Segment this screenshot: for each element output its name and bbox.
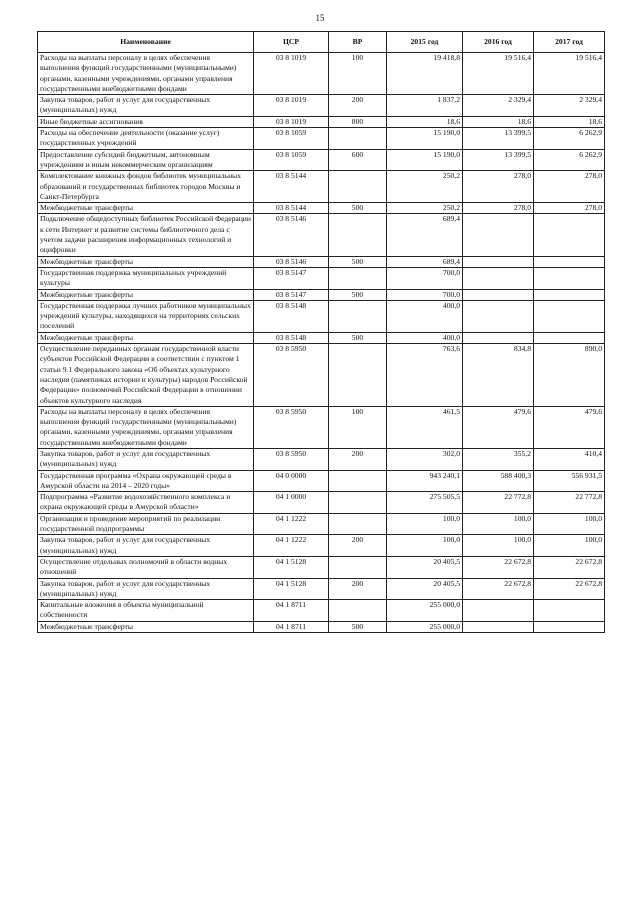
row-vr — [329, 128, 387, 150]
row-vr — [329, 344, 387, 407]
table-body — [38, 53, 605, 633]
header-2015: 2015 год — [387, 32, 463, 53]
table-row — [38, 621, 605, 632]
table-row — [38, 214, 605, 256]
row-name: Закупка товаров, работ и услуг для государственных (муниципальных) нужд — [38, 578, 254, 600]
row-2016: 834,8 — [463, 344, 534, 407]
row-2015: 19 418,8 — [387, 53, 463, 95]
header-2016: 2016 год — [463, 32, 534, 53]
row-vr: 200 — [329, 535, 387, 557]
row-name: Осуществление отдельных полномочий в области водных отношений — [38, 556, 254, 578]
row-2015: 689,4 — [387, 256, 463, 267]
row-csr: 03 8 5950 — [254, 406, 329, 448]
row-vr — [329, 600, 387, 622]
row-vr — [329, 470, 387, 492]
table-row — [38, 300, 605, 332]
row-2017 — [534, 600, 605, 622]
row-vr — [329, 300, 387, 332]
row-csr: 04 1 8711 — [254, 600, 329, 622]
row-vr — [329, 267, 387, 289]
row-2016: 588 400,3 — [463, 470, 534, 492]
table-header-row — [38, 32, 605, 53]
row-2017: 100,0 — [534, 513, 605, 535]
table-row — [38, 116, 605, 127]
row-2015: 400,0 — [387, 332, 463, 343]
table-row — [38, 332, 605, 343]
row-2015: 15 190,0 — [387, 149, 463, 171]
row-2015: 1 837,2 — [387, 95, 463, 117]
row-csr: 03 8 5950 — [254, 448, 329, 470]
table-row — [38, 406, 605, 448]
row-2017 — [534, 256, 605, 267]
row-vr — [329, 513, 387, 535]
row-2016 — [463, 256, 534, 267]
row-vr: 100 — [329, 406, 387, 448]
row-name: Предоставление субсидий бюджетным, автономным учреждениям и иным некоммерческим организациям — [38, 149, 254, 171]
row-vr: 200 — [329, 578, 387, 600]
row-vr: 500 — [329, 256, 387, 267]
row-csr: 03 8 5950 — [254, 344, 329, 407]
row-2017: 22 672,8 — [534, 578, 605, 600]
row-2016 — [463, 289, 534, 300]
row-name: Подпрограмма «Развитие водохозяйственного комплекса и охрана окружающей среды в Амурской области» — [38, 492, 254, 514]
row-csr: 03 8 5147 — [254, 289, 329, 300]
row-2015: 18,6 — [387, 116, 463, 127]
row-2016: 479,6 — [463, 406, 534, 448]
row-2017: 22 672,8 — [534, 556, 605, 578]
row-csr: 03 8 5147 — [254, 267, 329, 289]
row-csr: 04 1 1222 — [254, 535, 329, 557]
row-name: Организация и проведение мероприятий по реализации государственной подпрограммы — [38, 513, 254, 535]
row-2015: 255 000,0 — [387, 621, 463, 632]
table-row — [38, 578, 605, 600]
table-row — [38, 95, 605, 117]
row-2017: 556 931,5 — [534, 470, 605, 492]
row-2017 — [534, 289, 605, 300]
row-vr — [329, 171, 387, 203]
row-name: Закупка товаров, работ и услуг для государственных (муниципальных) нужд — [38, 448, 254, 470]
row-2016: 2 329,4 — [463, 95, 534, 117]
table-row — [38, 53, 605, 95]
row-csr: 04 1 8711 — [254, 621, 329, 632]
row-2017: 100,0 — [534, 535, 605, 557]
row-2017 — [534, 332, 605, 343]
row-name: Закупка товаров, работ и услуг для государственных (муниципальных) нужд — [38, 95, 254, 117]
row-name: Государственная поддержка муниципальных учреждений культуры — [38, 267, 254, 289]
row-name: Государственная поддержка лучших работников муниципальных учреждений культуры, находящихся на территориях сельских поселений — [38, 300, 254, 332]
row-name: Комплектование книжных фондов библиотек муниципальных образований и государственных библиотек городов Москвы и Санкт-Петербурга — [38, 171, 254, 203]
table-row — [38, 556, 605, 578]
row-name: Межбюджетные трансферты — [38, 256, 254, 267]
header-2017: 2017 год — [534, 32, 605, 53]
row-name: Межбюджетные трансферты — [38, 621, 254, 632]
row-2017 — [534, 300, 605, 332]
row-csr: 03 8 1059 — [254, 149, 329, 171]
row-vr: 200 — [329, 448, 387, 470]
row-2017 — [534, 214, 605, 256]
row-vr — [329, 556, 387, 578]
row-name: Государственная программа «Охрана окружающей среды в Амурской области на 2014 – 2020 годы» — [38, 470, 254, 492]
row-vr: 600 — [329, 149, 387, 171]
row-2016: 13 399,5 — [463, 149, 534, 171]
row-vr: 200 — [329, 95, 387, 117]
row-2015: 763,6 — [387, 344, 463, 407]
row-vr: 500 — [329, 332, 387, 343]
row-name: Иные бюджетные ассигнования — [38, 116, 254, 127]
row-2016 — [463, 600, 534, 622]
row-2017: 6 262,9 — [534, 128, 605, 150]
row-csr: 03 8 5144 — [254, 171, 329, 203]
row-2015: 100,0 — [387, 513, 463, 535]
row-2016: 355,2 — [463, 448, 534, 470]
row-2016: 22 672,8 — [463, 578, 534, 600]
header-csr: ЦСР — [254, 32, 329, 53]
table-row — [38, 535, 605, 557]
header-vr: ВР — [329, 32, 387, 53]
row-2016 — [463, 267, 534, 289]
row-2017: 19 516,4 — [534, 53, 605, 95]
row-2016 — [463, 332, 534, 343]
row-csr: 04 1 0000 — [254, 492, 329, 514]
row-2015: 700,0 — [387, 289, 463, 300]
row-2015: 250,2 — [387, 171, 463, 203]
row-2016 — [463, 214, 534, 256]
table-row — [38, 448, 605, 470]
row-2016: 100,0 — [463, 513, 534, 535]
table-row — [38, 149, 605, 171]
row-2015: 100,0 — [387, 535, 463, 557]
budget-table — [37, 31, 605, 633]
row-2016 — [463, 621, 534, 632]
row-2017: 890,0 — [534, 344, 605, 407]
row-2015: 400,0 — [387, 300, 463, 332]
row-2017: 278,0 — [534, 171, 605, 203]
row-2015: 700,0 — [387, 267, 463, 289]
row-csr: 03 8 1019 — [254, 95, 329, 117]
table-row — [38, 203, 605, 214]
row-vr: 800 — [329, 116, 387, 127]
row-name: Межбюджетные трансферты — [38, 203, 254, 214]
row-2015: 255 000,0 — [387, 600, 463, 622]
row-csr: 03 8 1059 — [254, 128, 329, 150]
row-2015: 250,2 — [387, 203, 463, 214]
row-vr — [329, 214, 387, 256]
row-2016 — [463, 300, 534, 332]
table-row — [38, 513, 605, 535]
row-2017: 410,4 — [534, 448, 605, 470]
row-csr: 03 8 5146 — [254, 214, 329, 256]
table-row — [38, 600, 605, 622]
row-2017: 479,6 — [534, 406, 605, 448]
table-row — [38, 128, 605, 150]
row-2016: 22 772,8 — [463, 492, 534, 514]
row-csr: 03 8 1019 — [254, 116, 329, 127]
row-name: Расходы на выплаты персоналу в целях обеспечения выполнения функций государственными (муниципальными) органами, казенными учреждениями, органами управления государственными внебюджетными фондами — [38, 406, 254, 448]
page-number: 15 — [315, 13, 325, 23]
row-name: Осуществление переданных органам государственной власти субъектов Российской Федерации в соответствии с пунктом 1 статьи 9.1 Федерального закона «Об объектах культурного наследия (памятниках истории и культуры) народов Российской Федерации» полномочий Российской Федерации в отношении объектов культурного наследия — [38, 344, 254, 407]
row-2017 — [534, 267, 605, 289]
row-name: Межбюджетные трансферты — [38, 332, 254, 343]
row-name: Подключение общедоступных библиотек Российской Федерации к сети Интернет и развитие системы библиотечного дела с учетом задачи расширения информационных технологий и оцифровки — [38, 214, 254, 256]
table-row — [38, 289, 605, 300]
row-csr: 03 8 5148 — [254, 332, 329, 343]
row-name: Межбюджетные трансферты — [38, 289, 254, 300]
row-name: Расходы на обеспечение деятельности (оказание услуг) государственных учреждений — [38, 128, 254, 150]
row-csr: 03 8 5144 — [254, 203, 329, 214]
row-csr: 03 8 1019 — [254, 53, 329, 95]
row-2015: 302,0 — [387, 448, 463, 470]
row-2015: 461,5 — [387, 406, 463, 448]
row-name: Закупка товаров, работ и услуг для государственных (муниципальных) нужд — [38, 535, 254, 557]
row-2015: 275 505,5 — [387, 492, 463, 514]
row-2016: 22 672,8 — [463, 556, 534, 578]
row-2016: 278,0 — [463, 203, 534, 214]
table-row — [38, 171, 605, 203]
table-row — [38, 492, 605, 514]
row-vr: 500 — [329, 203, 387, 214]
row-vr: 500 — [329, 289, 387, 300]
row-vr: 100 — [329, 53, 387, 95]
table-row — [38, 470, 605, 492]
row-csr: 04 1 1222 — [254, 513, 329, 535]
row-vr — [329, 492, 387, 514]
table-row — [38, 256, 605, 267]
row-2016: 18,6 — [463, 116, 534, 127]
row-csr: 03 8 5146 — [254, 256, 329, 267]
row-vr: 500 — [329, 621, 387, 632]
row-2017 — [534, 621, 605, 632]
row-2015: 15 190,0 — [387, 128, 463, 150]
row-name: Расходы на выплаты персоналу в целях обеспечения выполнения функций государственными (муниципальными) органами, казенными учреждениями, органами управления государственными внебюджетными фондами — [38, 53, 254, 95]
row-2017: 18,6 — [534, 116, 605, 127]
row-2017: 22 772,8 — [534, 492, 605, 514]
row-csr: 03 8 5148 — [254, 300, 329, 332]
table-row — [38, 344, 605, 407]
table-row — [38, 267, 605, 289]
header-name: Наименование — [38, 32, 254, 53]
row-csr: 04 0 0000 — [254, 470, 329, 492]
row-2017: 2 329,4 — [534, 95, 605, 117]
row-name: Капитальные вложения в объекты муниципальной собственности — [38, 600, 254, 622]
row-2017: 6 262,9 — [534, 149, 605, 171]
row-2016: 19 516,4 — [463, 53, 534, 95]
row-2016: 100,0 — [463, 535, 534, 557]
row-2015: 689,4 — [387, 214, 463, 256]
row-2017: 278,0 — [534, 203, 605, 214]
row-2015: 20 405,5 — [387, 578, 463, 600]
row-2016: 13 399,5 — [463, 128, 534, 150]
row-csr: 04 1 5128 — [254, 556, 329, 578]
row-2016: 278,0 — [463, 171, 534, 203]
row-csr: 04 1 5128 — [254, 578, 329, 600]
row-2015: 943 240,1 — [387, 470, 463, 492]
row-2015: 20 405,5 — [387, 556, 463, 578]
